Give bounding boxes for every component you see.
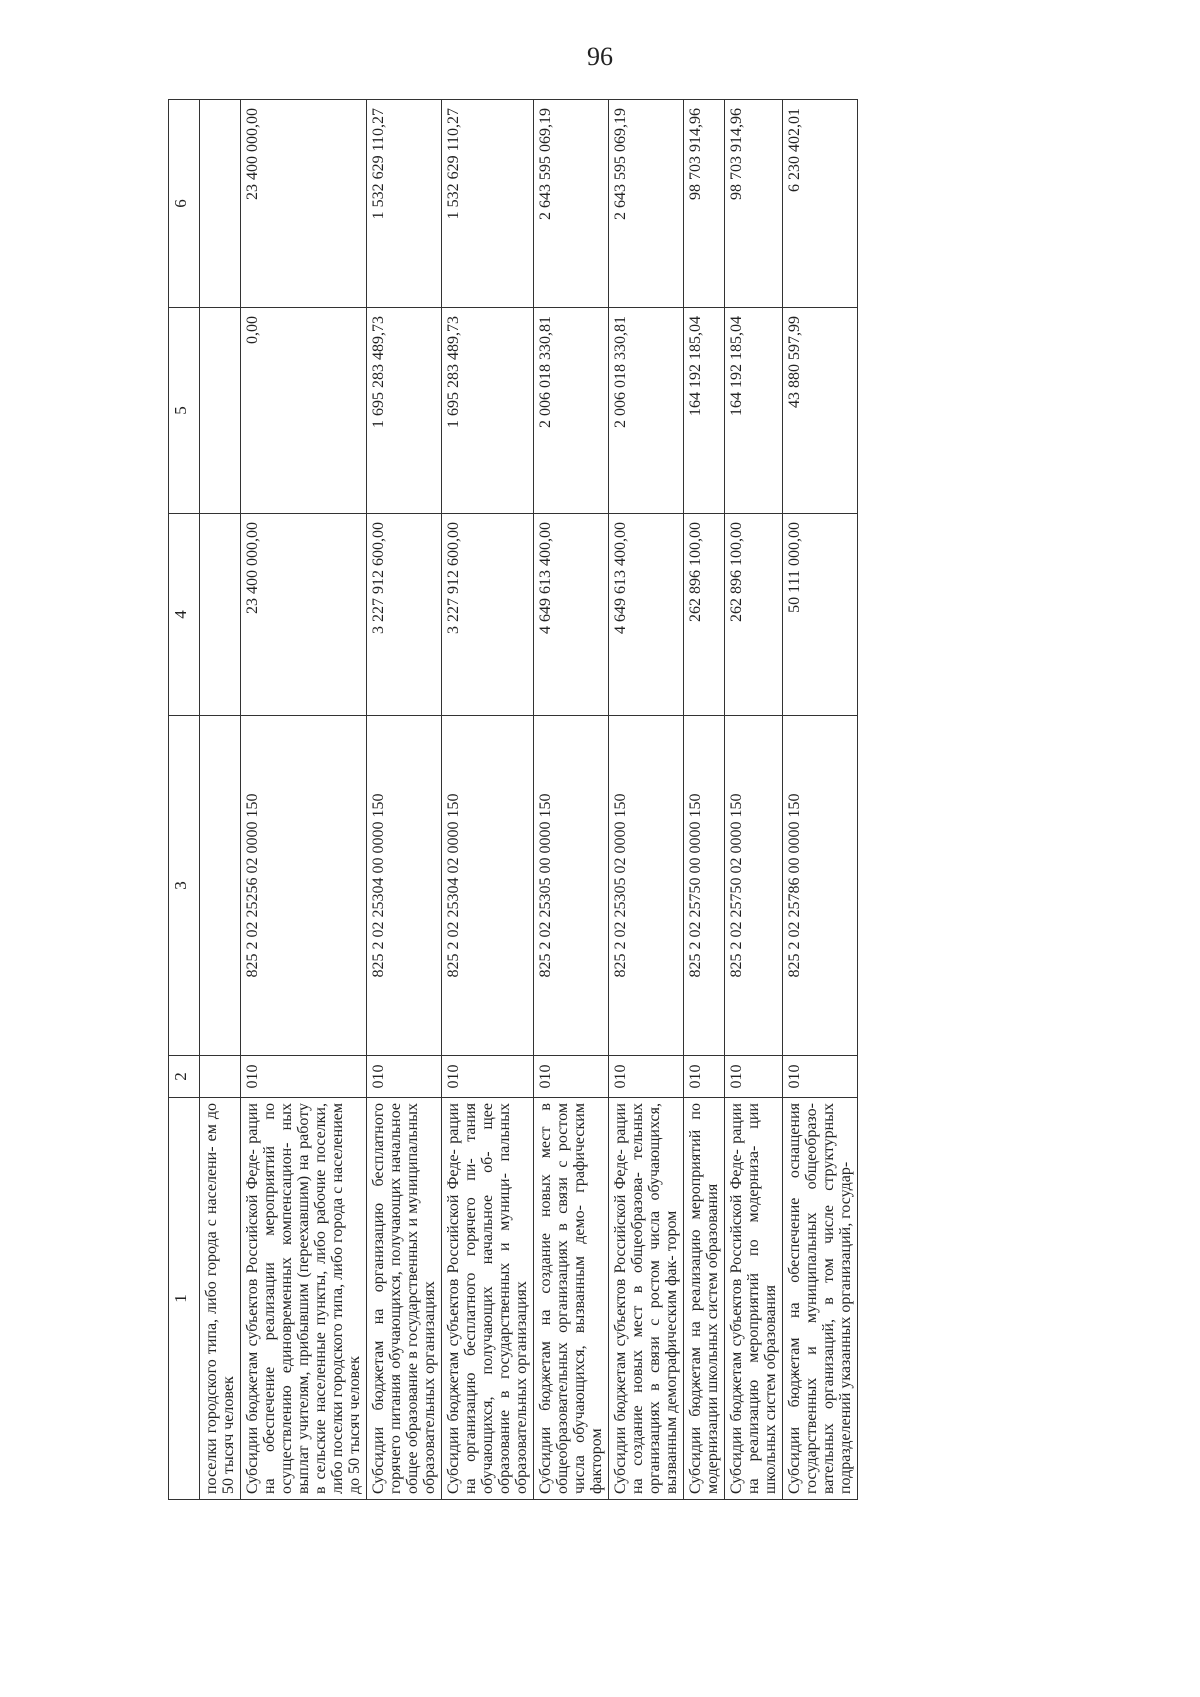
- row-amount-col6: 98 703 914,96: [725, 100, 783, 308]
- table-header-row: [169, 100, 200, 1500]
- row-amount-col4: 262 896 100,00: [725, 514, 783, 716]
- row-ministry-code: 010: [442, 1056, 534, 1098]
- row-amount-col6: 1 532 629 110,27: [367, 100, 442, 308]
- row-budget-code: 825 2 02 25305 02 0000 150: [609, 716, 684, 1056]
- row-ministry-code: 010: [609, 1056, 684, 1098]
- row-ministry-code: 010: [534, 1056, 609, 1098]
- row-description: Субсидии бюджетам субъектов Российской Феде- рации на реализацию мероприятий по модерниза- ции школьных систем образования: [725, 1098, 783, 1500]
- row-amount-col4: 50 111 000,00: [783, 514, 858, 716]
- table-row: [725, 100, 783, 1500]
- row-budget-code: 825 2 02 25304 02 0000 150: [442, 716, 534, 1056]
- table-row: [442, 100, 534, 1500]
- header-col-4: 4: [169, 514, 200, 716]
- row-amount-col4: 4 649 613 400,00: [609, 514, 684, 716]
- row-amount-col5: 164 192 185,04: [684, 308, 725, 514]
- row-amount-col5: 164 192 185,04: [725, 308, 783, 514]
- row-amount-col5: 2 006 018 330,81: [534, 308, 609, 514]
- row-amount-col4: 4 649 613 400,00: [534, 514, 609, 716]
- row-amount-col4: 23 400 000,00: [241, 514, 367, 716]
- row-ministry-code: 010: [684, 1056, 725, 1098]
- header-col-6: 6: [169, 100, 200, 308]
- row-description: Субсидии бюджетам на организацию бесплатного горячего питания обучающихся, получающих начальное общее образование в государственных и муниципальных образовательных организациях: [367, 1098, 442, 1500]
- row-amount-col5: 1 695 283 489,73: [442, 308, 534, 514]
- row-amount-col5: 2 006 018 330,81: [609, 308, 684, 514]
- header-col-2: 2: [169, 1056, 200, 1098]
- table-row: [241, 100, 367, 1500]
- header-col-3: 3: [169, 716, 200, 1056]
- row-description: Субсидии бюджетам на реализацию мероприятий по модернизации школьных систем образования: [684, 1098, 725, 1500]
- row-description: Субсидии бюджетам субъектов Российской Феде- рации на обеспечение реализации мероприятий по осуществлению единовременных компенсацион- ных выплат учителям, прибывшим (переехавшим) на работу в сельские населенные пункты, либо рабочие поселки, либо поселки городского типа, либо города с населением до 50 тысяч человек: [241, 1098, 367, 1500]
- table-row: [783, 100, 858, 1500]
- row-budget-code: 825 2 02 25256 02 0000 150: [241, 716, 367, 1056]
- page-number: 96: [587, 42, 613, 71]
- row-amount-col6: 1 532 629 110,27: [442, 100, 534, 308]
- row-amount-col6: 2 643 595 069,19: [609, 100, 684, 308]
- row-amount-col5: 0,00: [241, 308, 367, 514]
- row-amount-col6: [200, 100, 241, 308]
- row-ministry-code: 010: [241, 1056, 367, 1098]
- rotated-table-container: [168, 100, 1044, 1500]
- budget-table: [168, 99, 858, 1500]
- row-amount-col6: 2 643 595 069,19: [534, 100, 609, 308]
- row-description: поселки городского типа, либо города с населени- ем до 50 тысяч человек: [200, 1098, 241, 1500]
- row-description: Субсидии бюджетам субъектов Российской Феде- рации на создание новых мест в общеобразова- тельных организациях в связи с ростом числа обучающихся, вызванным демографическим фак- тором: [609, 1098, 684, 1500]
- table-row: [200, 100, 241, 1500]
- row-budget-code: [200, 716, 241, 1056]
- table-body: [200, 100, 858, 1500]
- row-amount-col5: [200, 308, 241, 514]
- row-amount-col6: 23 400 000,00: [241, 100, 367, 308]
- row-amount-col4: [200, 514, 241, 716]
- row-description: Субсидии бюджетам на обеспечение оснащения государственных и муниципальных общеобразо- вательных организаций, в том числе структурных подразделений указанных организаций, государ-: [783, 1098, 858, 1500]
- row-amount-col5: 1 695 283 489,73: [367, 308, 442, 514]
- row-budget-code: 825 2 02 25305 00 0000 150: [534, 716, 609, 1056]
- row-ministry-code: 010: [783, 1056, 858, 1098]
- table-row: [684, 100, 725, 1500]
- row-amount-col4: 3 227 912 600,00: [367, 514, 442, 716]
- row-amount-col6: 6 230 402,01: [783, 100, 858, 308]
- row-ministry-code: 010: [725, 1056, 783, 1098]
- row-amount-col4: 3 227 912 600,00: [442, 514, 534, 716]
- row-budget-code: 825 2 02 25750 00 0000 150: [684, 716, 725, 1056]
- row-amount-col6: 98 703 914,96: [684, 100, 725, 308]
- row-budget-code: 825 2 02 25786 00 0000 150: [783, 716, 858, 1056]
- row-description: Субсидии бюджетам на создание новых мест в общеобразовательных организациях в связи с ростом числа обучающихся, вызванным демо- графическим фактором: [534, 1098, 609, 1500]
- row-ministry-code: [200, 1056, 241, 1098]
- row-budget-code: 825 2 02 25750 02 0000 150: [725, 716, 783, 1056]
- row-description: Субсидии бюджетам субъектов Российской Феде- рации на организацию бесплатного горячего пи- тания обучающихся, получающих начальное об- щее образование в государственных и муници- пальных образовательных организациях: [442, 1098, 534, 1500]
- header-col-1: 1: [169, 1098, 200, 1500]
- row-budget-code: 825 2 02 25304 00 0000 150: [367, 716, 442, 1056]
- row-ministry-code: 010: [367, 1056, 442, 1098]
- row-amount-col4: 262 896 100,00: [684, 514, 725, 716]
- table-row: [609, 100, 684, 1500]
- row-amount-col5: 43 880 597,99: [783, 308, 858, 514]
- table-row: [367, 100, 442, 1500]
- table-row: [534, 100, 609, 1500]
- header-col-5: 5: [169, 308, 200, 514]
